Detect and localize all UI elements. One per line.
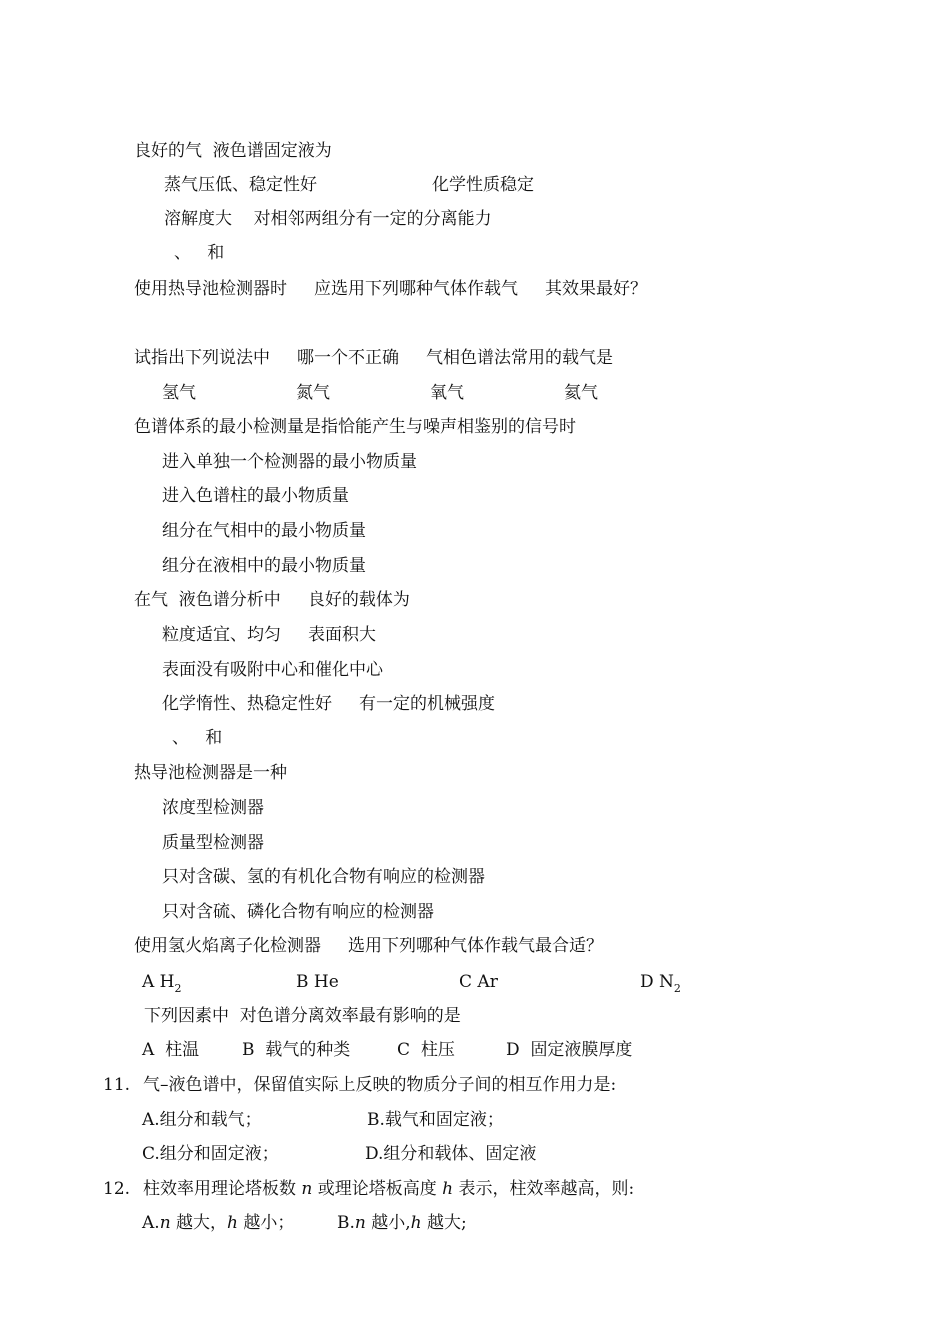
option-b-carrier-type: B 载气的种类: [242, 1040, 351, 1060]
option-sulfur-phosphorus: 只对含硫、磷化合物有响应的检测器: [162, 902, 434, 922]
option-a-h2: A $H_2$: [142, 972, 182, 995]
option-hydrogen: 氢气: [162, 383, 196, 403]
option-11-d: D.组分和载体、固定液: [365, 1144, 537, 1164]
question-number-11: 11.: [103, 1075, 131, 1095]
option-low-vapor-pressure: 蒸气压低、稳定性好: [164, 175, 317, 195]
option-12-b: B.n 越小,h 越大;: [337, 1213, 467, 1233]
option-d-film-thickness: D 固定液膜厚度: [506, 1040, 633, 1060]
option-chemical-stability: 化学性质稳定: [432, 175, 534, 195]
question-12-text: 柱效率用理论塔板数 n 或理论塔板高度 h 表示，柱效率越高，则:: [143, 1179, 635, 1199]
option-mass-type: 质量型检测器: [162, 833, 264, 853]
option-column-mass: 进入色谱柱的最小物质量: [162, 486, 349, 506]
option-a-column-temp: A 柱温: [142, 1040, 200, 1060]
option-detector-mass: 进入单独一个检测器的最小物质量: [162, 452, 417, 472]
option-b-he: B He: [296, 972, 339, 992]
option-liquid-phase-mass: 组分在液相中的最小物质量: [162, 556, 366, 576]
question-number-12: 12.: [103, 1179, 131, 1199]
option-11-b: B.载气和固定液；: [367, 1110, 504, 1130]
option-oxygen: 氧气: [430, 383, 464, 403]
option-gas-phase-mass: 组分在气相中的最小物质量: [162, 521, 366, 541]
option-c-ar: C Ar: [459, 972, 498, 992]
question-tcd-type: 热导池检测器是一种: [134, 763, 287, 783]
question-incorrect-statement: 试指出下列说法中 哪一个不正确 气相色谱法常用的载气是: [134, 348, 614, 368]
option-combined-2: 、 和: [172, 728, 223, 748]
option-11-a: A.组分和载气；: [142, 1110, 262, 1130]
option-11-c: C.组分和固定液；: [142, 1144, 279, 1164]
option-helium: 氦气: [564, 383, 598, 403]
option-no-adsorption: 表面没有吸附中心和催化中心: [162, 660, 383, 680]
question-tcd-carrier-gas: 使用热导池检测器时 应选用下列哪种气体作载气 其效果最好？: [134, 279, 648, 299]
question-separation-efficiency: 下列因素中 对色谱分离效率最有影响的是: [144, 1006, 461, 1026]
option-nitrogen: 氮气: [296, 383, 330, 403]
option-12-a: A.n 越大，h 越小；: [142, 1213, 295, 1233]
option-carbon-hydrogen: 只对含碳、氢的有机化合物有响应的检测器: [162, 867, 485, 887]
option-d-n2: D $N_2$: [640, 972, 681, 995]
question-fid-carrier: 使用氢火焰离子化检测器 选用下列哪种气体作载气最合适？: [134, 936, 604, 956]
option-combined: 、 和: [174, 243, 225, 263]
question-11-text: 气–液色谱中，保留值实际上反映的物质分子间的相互作用力是:: [143, 1075, 617, 1095]
option-chemical-inert: 化学惰性、热稳定性好 有一定的机械强度: [162, 694, 496, 714]
question-gc-stationary-liquid: 良好的气 液色谱固定液为: [134, 141, 332, 161]
option-c-column-pressure: C 柱压: [397, 1040, 455, 1060]
option-concentration: 浓度型检测器: [162, 798, 264, 818]
option-solubility-separation: 溶解度大 对相邻两组分有一定的分离能力: [164, 209, 492, 229]
question-good-support: 在气 液色谱分析中 良好的载体为: [134, 590, 410, 610]
option-particle-size: 粒度适宜、均匀 表面积大: [162, 625, 377, 645]
question-min-detectable: 色谱体系的最小检测量是指恰能产生与噪声相鉴别的信号时: [134, 417, 576, 437]
